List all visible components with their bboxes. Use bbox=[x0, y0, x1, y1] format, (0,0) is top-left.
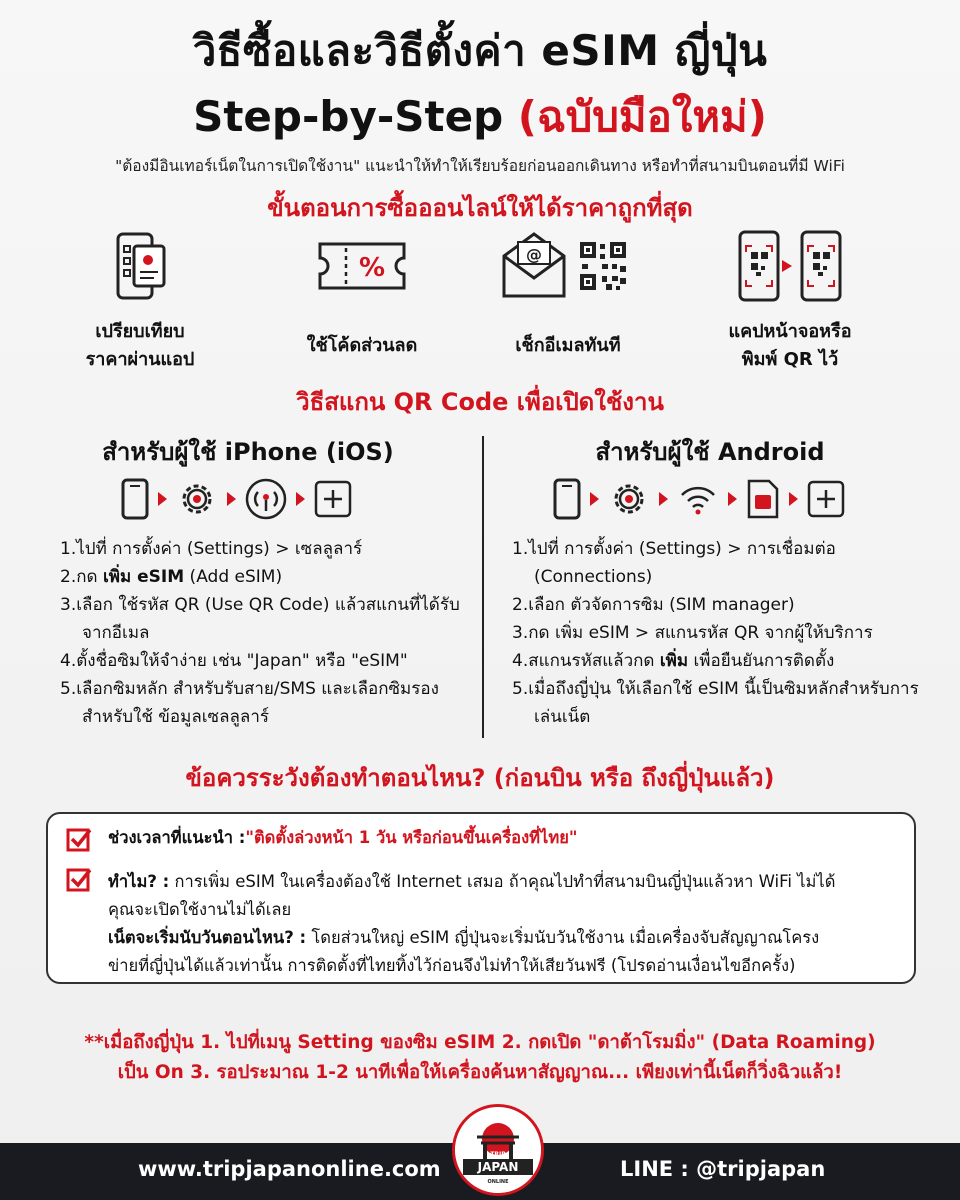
column-divider bbox=[482, 436, 484, 738]
list-item: 5.เมื่อถึงญี่ปุ่น ให้เลือกใช้ eSIM นี้เป็นซิมหลักสำหรับการเล่นเน็ต bbox=[512, 679, 919, 727]
android-column-title: สำหรับผู้ใช้ Android bbox=[595, 438, 825, 466]
logo-text: JAPAN bbox=[477, 1160, 519, 1174]
wifi-icon bbox=[676, 477, 720, 521]
coupon-icon bbox=[312, 226, 412, 306]
list-item: 4.ตั้งชื่อซิมให้จำง่าย เช่น "Japan" หรือ "eSIM" bbox=[60, 651, 408, 671]
arrow-icon bbox=[659, 492, 668, 506]
phone-icon bbox=[120, 477, 150, 521]
arrow-icon bbox=[158, 492, 167, 506]
arrow-icon bbox=[296, 492, 305, 506]
list-item: 2.เลือก ตัวจัดการซิม (SIM manager) bbox=[512, 595, 795, 615]
line-id[interactable]: LINE : @tripjapan bbox=[620, 1157, 826, 1181]
add-icon bbox=[313, 479, 353, 519]
sim-card-icon bbox=[745, 477, 781, 521]
buy-step-label: เช็กอีเมลทันที bbox=[515, 335, 621, 356]
add-icon bbox=[806, 479, 846, 519]
list-item: 3.เลือก ใช้รหัส QR (Use QR Code) แล้วสแกนที่ได้รับจากอีเมล bbox=[60, 595, 460, 643]
title-highlight: (ฉบับมือใหม่) bbox=[517, 92, 767, 141]
logo-graphic bbox=[455, 1107, 541, 1193]
caution-box bbox=[46, 812, 916, 984]
list-item: 5.เลือกซิมหลัก สำหรับรับสาย/SMS และเลือกซิมรอง สำหรับใช้ ข้อมูลเซลลูลาร์ bbox=[60, 679, 439, 727]
ios-column-title: สำหรับผู้ใช้ iPhone (iOS) bbox=[102, 438, 394, 466]
android-flow bbox=[552, 476, 846, 522]
roaming-note: **เมื่อถึงญี่ปุ่น 1. ไปที่เมนู Setting ของซิม eSIM 2. กดเปิด "ดาต้าโรมมิ่ง" (Data Roaming) เป็น On 3. รอประมาณ 1-2 นาทีเพื่อให้เครื่องค้นหาสัญญาณ... เพียงเท่านี้เน็ตก็วิ่งฉิวแล้ว! bbox=[84, 1032, 876, 1083]
gear-icon bbox=[175, 477, 219, 521]
buy-step-label: พิมพ์ QR ไว้ bbox=[741, 349, 839, 370]
arrow-icon bbox=[789, 492, 798, 506]
checkbox-checked-icon bbox=[66, 866, 92, 892]
list-item: 1.ไปที่ การตั้งค่า (Settings) > เซลลูลาร์ bbox=[60, 539, 363, 559]
logo-top-text: TRIP bbox=[490, 1151, 506, 1158]
list-item: 4.สแกนรหัสแล้วกด เพิ่ม เพื่อยืนยันการติดตั้ง bbox=[512, 651, 835, 671]
ios-flow bbox=[120, 476, 353, 522]
page-title-line2 bbox=[0, 84, 960, 150]
checkbox-checked-icon bbox=[66, 826, 92, 852]
subtitle: "ต้องมีอินเทอร์เน็ตในการเปิดใช้งาน" แนะนำให้ทำให้เรียบร้อยก่อนออกเดินทาง หรือทำที่สนามบินตอนที่มี WiFi bbox=[115, 157, 845, 175]
arrow-icon bbox=[227, 492, 236, 506]
tripjapan-logo bbox=[452, 1104, 544, 1196]
phone-icon bbox=[552, 477, 582, 521]
buy-step-coupon bbox=[262, 226, 462, 360]
scan-section-heading: วิธีสแกน QR Code เพื่อเปิดใช้งาน bbox=[296, 388, 664, 416]
cellular-antenna-icon bbox=[244, 477, 288, 521]
gear-icon bbox=[607, 477, 651, 521]
logo-bottom-text: ONLINE bbox=[487, 1179, 509, 1185]
list-item: 3.กด เพิ่ม eSIM > สแกนรหัส QR จากผู้ให้บริการ bbox=[512, 623, 873, 643]
buy-step-label: แคปหน้าจอหรือ bbox=[728, 321, 852, 342]
caution-row-timing: ช่วงเวลาที่แนะนำ :"ติดตั้งล่วงหน้า 1 วัน หรือก่อนขึ้นเครื่องที่ไทย" bbox=[108, 828, 578, 847]
arrow-icon bbox=[728, 492, 737, 506]
caution-heading: ข้อควรระวังต้องทำตอนไหน? (ก่อนบิน หรือ ถึงญี่ปุ่นแล้ว) bbox=[185, 764, 775, 792]
buy-step-compare bbox=[40, 226, 240, 374]
email-qr-icon bbox=[498, 226, 638, 306]
buy-step-label: ใช้โค้ดส่วนลด bbox=[306, 335, 418, 356]
svg-text:@: @ bbox=[526, 245, 542, 264]
phones-qr-icon bbox=[730, 226, 850, 306]
arrow-icon bbox=[590, 492, 599, 506]
buy-step-capture bbox=[690, 226, 890, 374]
website-link[interactable]: www.tripjapanonline.com bbox=[138, 1157, 441, 1181]
android-steps bbox=[512, 535, 922, 731]
page-title: วิธีซื้อและวิธีตั้งค่า eSIM ญี่ปุ่น bbox=[192, 26, 768, 75]
list-item: 1.ไปที่ การตั้งค่า (Settings) > การเชื่อมต่อ (Connections) bbox=[512, 539, 836, 587]
buy-section-heading: ขั้นตอนการซื้อออนไลน์ให้ได้ราคาถูกที่สุด bbox=[267, 194, 693, 222]
caution-row-why: ทำไม? : การเพิ่ม eSIM ในเครื่องต้องใช้ Internet เสมอ ถ้าคุณไปทำที่สนามบินญี่ปุ่นแล้วหา WiFi ไม่ได้ คุณจะเปิดใช้งานไม่ได้เลย เน็ตจะเริ่มนับวันตอนไหน? : โดยส่วนใหญ่ eSIM ญี่ปุ่นจะเริ่มนับวันใช้งาน เมื่อเครื่องจับสัญญาณโครง ข่ายที่ญี่ปุ่นได้แล้วเท่านั้น การติดตั้งที่ไทยทิ้งไว้ก่อนจึงไม่ทำให้เสียวันฟรี (โปรดอ่านเงื่อนไขอีกครั้ง) bbox=[108, 872, 836, 975]
title-main: Step-by-Step bbox=[193, 92, 504, 141]
ios-steps bbox=[60, 535, 470, 731]
phone-compare-icon bbox=[100, 226, 180, 306]
list-item: 2.กด เพิ่ม eSIM (Add eSIM) bbox=[60, 567, 283, 587]
buy-step-email bbox=[468, 226, 668, 360]
buy-step-label: เปรียบเทียบ bbox=[95, 321, 185, 342]
svg-text:%: % bbox=[358, 253, 386, 283]
buy-step-label: ราคาผ่านแอป bbox=[85, 349, 195, 370]
